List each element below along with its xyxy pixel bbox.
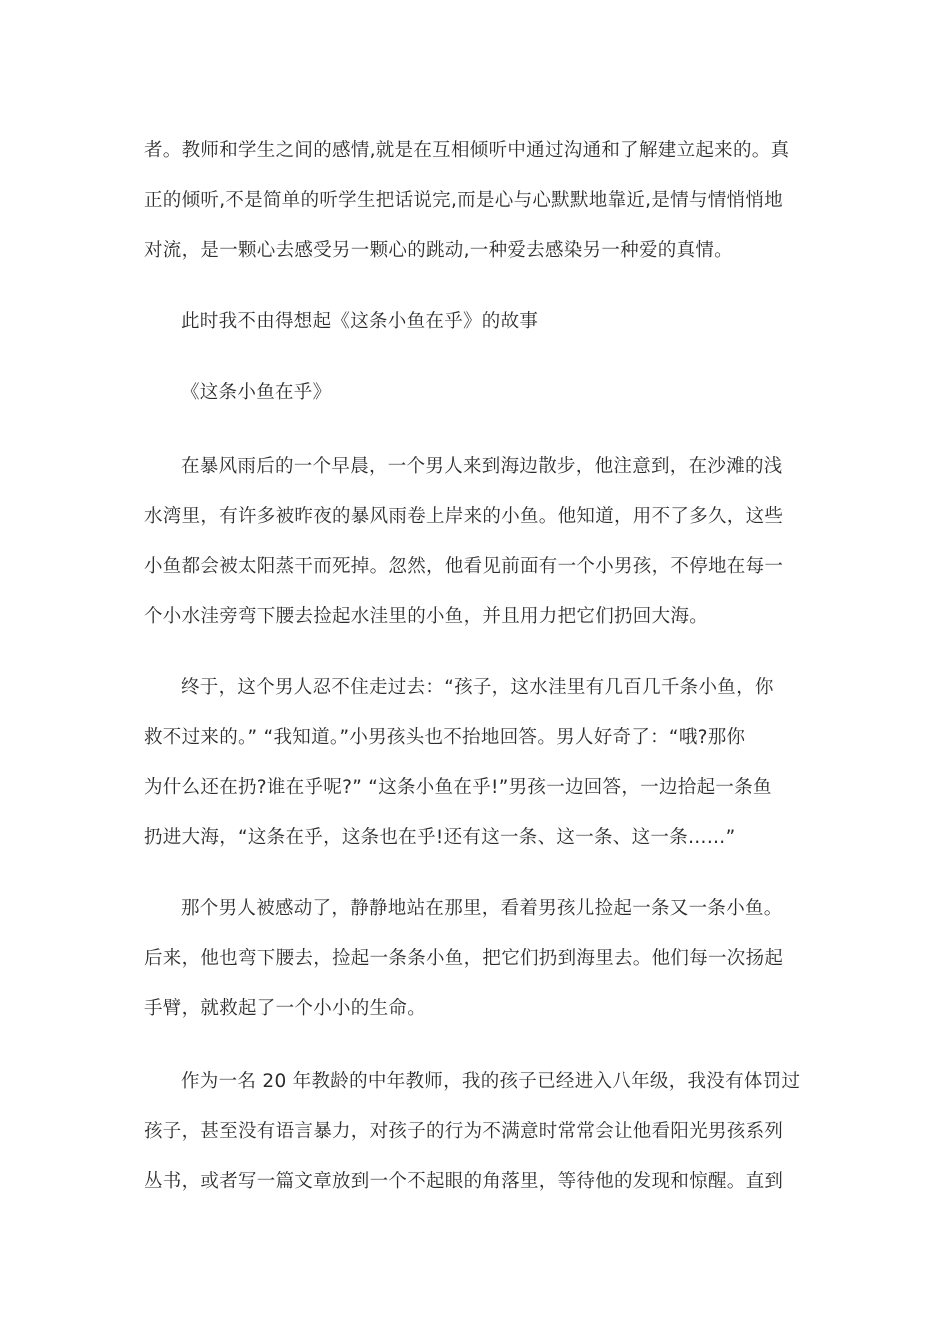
paragraph-line: 手臂，就救起了一个小小的生命。 xyxy=(144,998,427,1019)
paragraph-line: 作为一名 20 年教龄的中年教师，我的孩子已经进入八年级，我没有体罚过 xyxy=(181,1071,801,1092)
paragraph-line: 救不过来的。” “我知道。”小男孩头也不抬地回答。男人好奇了：“哦?那你 xyxy=(144,727,746,748)
paragraph-line: 为什么还在扔?谁在乎呢?” “这条小鱼在乎!”男孩一边回答，一边拾起一条鱼 xyxy=(144,777,772,798)
paragraph-line: 对流，是一颗心去感受另一颗心的跳动,一种爱去感染另一种爱的真情。 xyxy=(144,240,733,261)
paragraph-line: 个小水洼旁弯下腰去捡起水洼里的小鱼，并且用力把它们扔回大海。 xyxy=(144,606,709,627)
paragraph-line: 者。教师和学生之间的感情,就是在互相倾听中通过沟通和了解建立起来的。真 xyxy=(144,140,790,161)
paragraph-line: 后来，他也弯下腰去，捡起一条条小鱼，把它们扔到海里去。他们每一次扬起 xyxy=(144,948,784,969)
paragraph-line: 水湾里，有许多被昨夜的暴风雨卷上岸来的小鱼。他知道，用不了多久，这些 xyxy=(144,506,784,527)
paragraph-line: 丛书，或者写一篇文章放到一个不起眼的角落里，等待他的发现和惊醒。直到 xyxy=(144,1171,784,1192)
story-title: 《这条小鱼在乎》 xyxy=(181,382,332,403)
paragraph-line: 在暴风雨后的一个早晨，一个男人来到海边散步，他注意到，在沙滩的浅 xyxy=(181,456,783,477)
paragraph-line: 扔进大海，“这条在乎，这条也在乎!还有这一条、这一条、这一条……” xyxy=(144,827,736,848)
paragraph-line: 此时我不由得想起《这条小鱼在乎》的故事 xyxy=(181,311,539,332)
paragraph-line: 终于，这个男人忍不住走过去：“孩子，这水洼里有几百几千条小鱼，你 xyxy=(181,677,774,698)
paragraph-line: 正的倾听,不是简单的听学生把话说完,而是心与心默默地靠近,是情与情悄悄地 xyxy=(144,190,783,211)
paragraph-line: 那个男人被感动了，静静地站在那里，看着男孩儿捡起一条又一条小鱼。 xyxy=(181,898,783,919)
paragraph-line: 孩子，甚至没有语言暴力，对孩子的行为不满意时常常会让他看阳光男孩系列 xyxy=(144,1121,784,1142)
paragraph-line: 小鱼都会被太阳蒸干而死掉。忽然，他看见前面有一个小男孩，不停地在每一 xyxy=(144,556,784,577)
